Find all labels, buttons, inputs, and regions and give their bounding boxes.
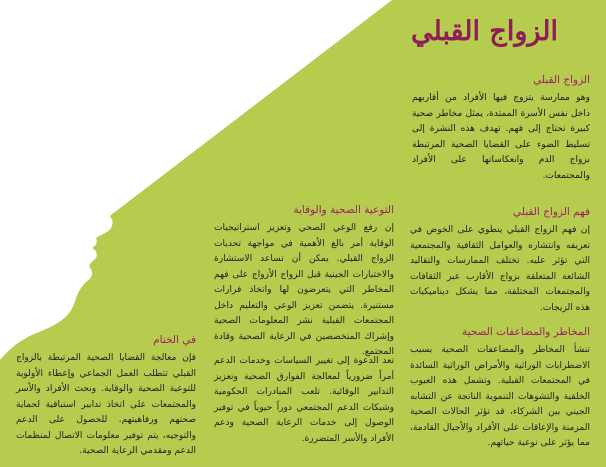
section-conclusion-heading: في الختام <box>153 334 196 346</box>
section-understanding-body: إن فهم الزواج القبلي ينطوي على الخوض في تعريفه وانتشاره والعوامل الثقافية والمجتمعية التي تؤثر عليه. تختلف الممارسات والتقاليد الشائعة المتعلقة بزواج الأقارب عبر الثقافات والمجتمعات المختلفة، مما يشكل ديناميكيات هذه الزيجات. <box>410 225 590 313</box>
section-intro-body: وهو ممارسة يتزوج فيها الأفراد من أقاربهم داخل نفس الأسرة الممتدة، يمثل مخاطر صحية كبيرة تحتاج إلى فهم. تهدف هذه النشرة إلى تسليط الضوء على القضايا الصحية المرتبطة بزواج الدم وانعكاساتها على الأفراد والمجتمعات. <box>412 93 590 181</box>
page-title: الزواج القبلي <box>411 16 558 47</box>
section-policy-body: تعد الدعوة إلى تغيير السياسات وخدمات الدعم أمراً ضرورياً لمعالجة الفوارق الصحية وتعزيز التدابير الوقائية. تلعب المبادرات الحكومية وشبكات الدعم المجتمعي دوراً حيوياً في توفير الوصول إلى خدمات الرعاية الصحية ودعم الأفراد والأسر المتضررة. <box>214 356 394 444</box>
section-conclusion <box>16 334 196 460</box>
section-understanding-heading: فهم الزواج القبلي <box>512 206 590 218</box>
head-silhouette <box>0 152 113 361</box>
section-understanding <box>410 206 590 316</box>
section-awareness-prevention <box>214 204 394 361</box>
section-intro-heading: الزواج القبلي <box>533 74 590 86</box>
section-health-risks-body: تنشأ المخاطر والمضاعفات الصحية بسبب الاضطرابات الوراثية والأمراض الوراثية السائدة في المجتمعات القبلية. وتشمل هذه العيوب الخلقية والتشوهات التنموية الناتجة عن التشابه الجيني بين الشركاء، قد تؤثر الحالات الصحية المزمنة والإعاقات على الأفراد والأجيال القادمة، مما يؤثر على نوعية حياتهم. <box>410 345 590 449</box>
section-health-risks-heading: المخاطر والمضاعفات الصحية <box>461 326 590 338</box>
section-awareness-body: إن رفع الوعي الصحي وتعزيز استراتيجيات الوقاية أمر بالغ الأهمية في مواجهة تحديات الزواج القبلي. يمكن أن تساعد الاستشارة والاختبارات الجينية قبل الزواج الأزواج على فهم المخاطر التي يتعرضون لها واتخاذ قرارات مستنيرة. يتضمن تعزيز الوعي والتعليم داخل المجتمعات القبلية نشر المعلومات الصحية وإشراك المتخصصين في الرعاية الصحية وقادة المجتمع. <box>214 223 394 358</box>
section-conclusion-body: فإن معالجة القضايا الصحية المرتبطة بالزواج القبلي تتطلب العمل الجماعي وإعطاء الأولوية للتوعية الصحية والوقاية. ونحث الأفراد والأسر والمجتمعات على اتخاذ تدابير استباقية لحماية صحتهم ورفاهيتهم. للحصول على الدعم والتوجيه، يتم توفير معلومات الاتصال لمنظمات الدعم ومقدمي الرعاية الصحية. <box>16 353 196 457</box>
section-health-risks <box>410 326 590 452</box>
section-awareness-heading: التوعية الصحية والوقاية <box>293 204 394 216</box>
section-intro <box>412 74 590 184</box>
section-policy-support <box>214 354 394 447</box>
